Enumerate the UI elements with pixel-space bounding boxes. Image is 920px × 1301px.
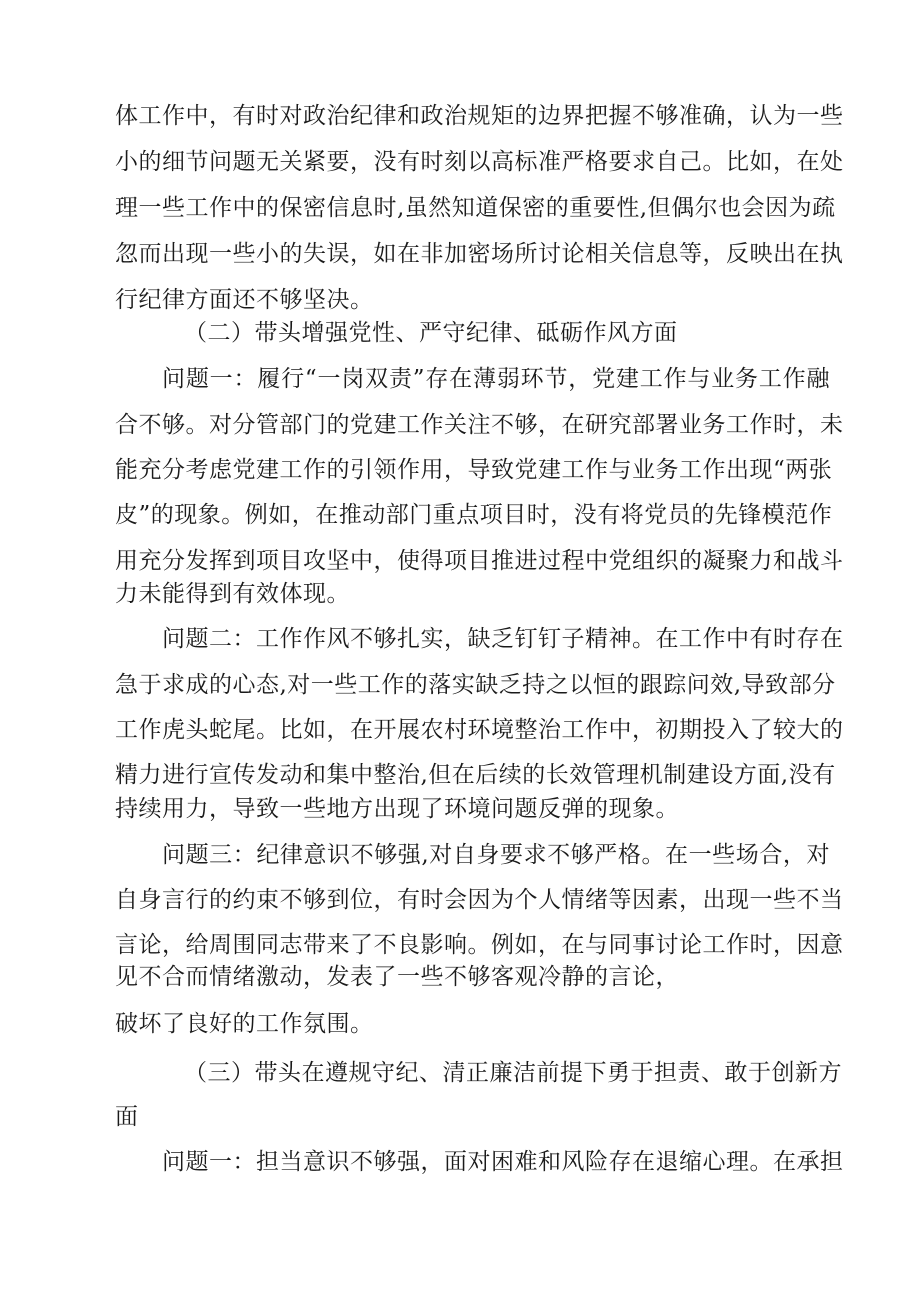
section-heading-continuation: 面	[115, 1104, 139, 1130]
text-line: 理一些工作中的保密信息时,虽然知道保密的重要性,但偶尔也会因为疏	[115, 195, 836, 221]
text-line: 问题一：担当意识不够强，面对困难和风险存在退缩心理。在承担	[162, 1149, 844, 1175]
text-line: 忽而出现一些小的失误，如在非加密场所讨论相关信息等，反映出在执	[115, 241, 844, 267]
text-line: 问题三：纪律意识不够强,对自身要求不够严格。在一些场合，对	[162, 842, 830, 868]
text-line: 问题二：工作作风不够扎实，缺乏钉钉子精神。在工作中有时存在	[162, 626, 844, 652]
text-line: 持续用力，导致一些地方出现了环境问题反弹的现象。	[115, 796, 679, 822]
text-line: 力未能得到有效体现。	[115, 581, 350, 607]
section-heading: （三）带头在遵规守纪、清正廉洁前提下勇于担责、敢于创新方	[184, 1060, 842, 1086]
text-line: 破坏了良好的工作氛围。	[115, 1011, 374, 1037]
text-line: 合不够。对分管部门的党建工作关注不够，在研究部署业务工作时，未	[115, 412, 844, 438]
text-line: 工作虎头蛇尾。比如，在开展农村环境整治工作中，初期投入了较大的	[115, 717, 844, 743]
text-line: 小的细节问题无关紧要，没有时刻以高标准严格要求自己。比如，在处	[115, 149, 844, 175]
text-line: 急于求成的心态,对一些工作的落实缺乏持之以恒的跟踪问效,导致部分	[115, 672, 836, 698]
text-line: 见不合而情绪激动，发表了一些不够客观冷静的言论，	[115, 964, 679, 990]
text-line: 自身言行的约束不够到位，有时会因为个人情绪等因素，出现一些不当	[115, 887, 844, 913]
text-line: 精力进行宣传发动和集中整治,但在后续的长效管理机制建设方面,没有	[115, 762, 836, 788]
text-line: 言论，给周围同志带来了不良影响。例如，在与同事讨论工作时，因意	[115, 932, 844, 958]
text-line: 问题一：履行“一岗双责”存在薄弱环节，党建工作与业务工作融	[162, 366, 830, 392]
text-line: 用充分发挥到项目攻坚中，使得项目推进过程中党组织的凝聚力和战斗	[115, 548, 844, 574]
text-line: 体工作中，有时对政治纪律和政治规矩的边界把握不够准确，认为一些	[115, 103, 844, 129]
text-line: 皮”的现象。例如，在推动部门重点项目时，没有将党员的先锋模范作	[115, 502, 833, 528]
text-line: 行纪律方面还不够坚决。	[115, 287, 374, 313]
section-heading: （二）带头增强党性、严守纪律、砥砺作风方面	[184, 320, 678, 346]
text-line: 能充分考虑党建工作的引领作用，导致党建工作与业务工作出现“两张	[115, 457, 833, 483]
